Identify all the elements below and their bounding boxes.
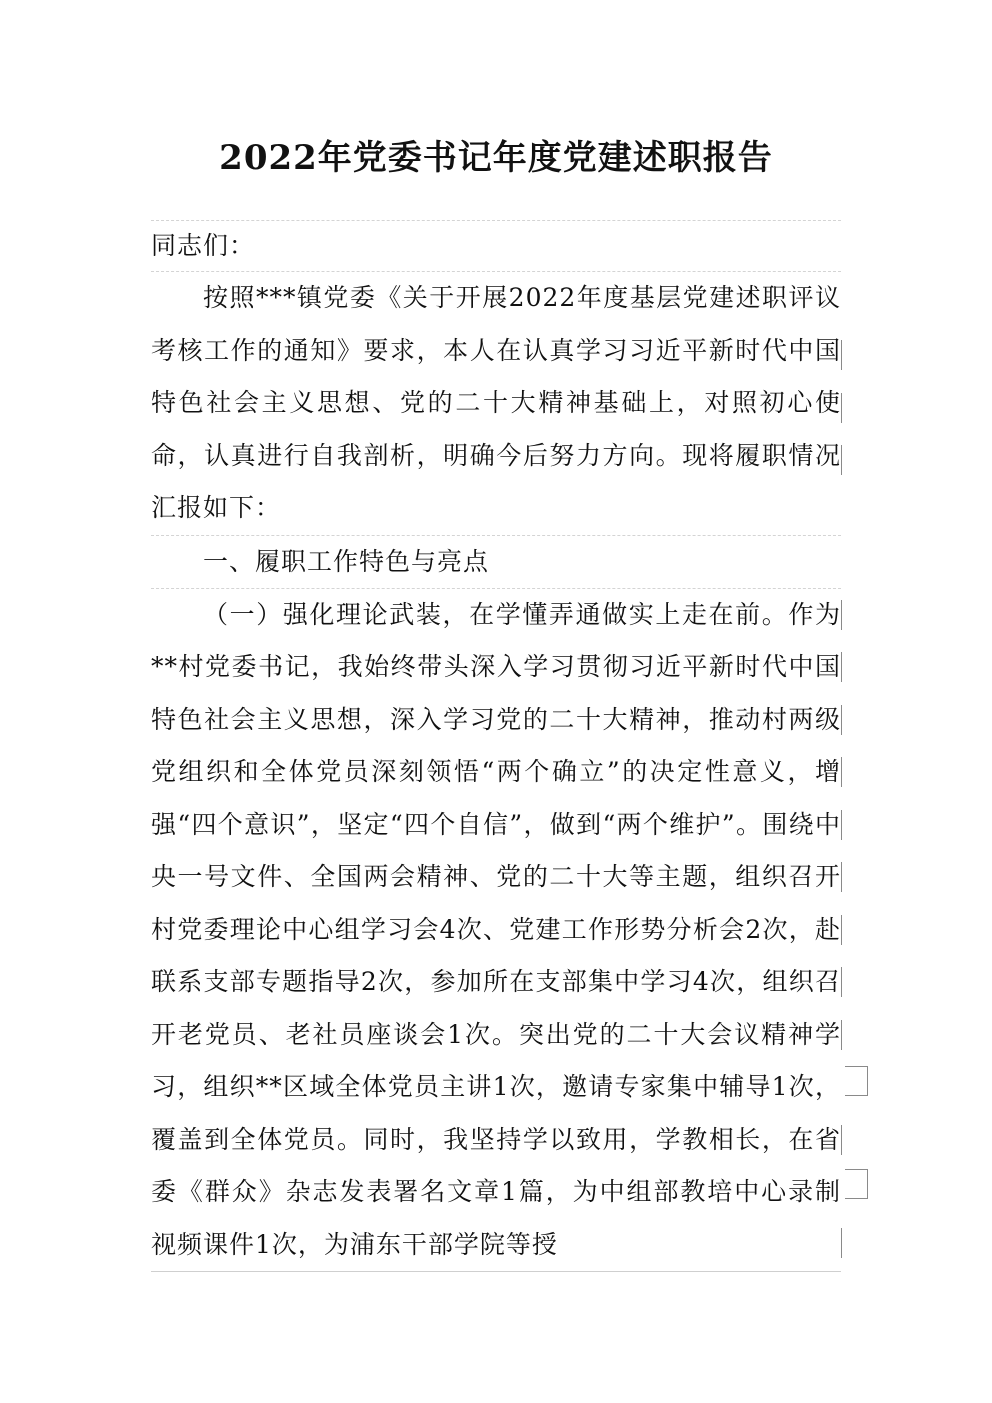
- margin-mark: [841, 393, 842, 423]
- margin-mark: [841, 1228, 842, 1258]
- margin-mark: [841, 652, 842, 682]
- margin-mark: [841, 757, 842, 787]
- margin-mark: [845, 1066, 868, 1096]
- intro-paragraph: 按照***镇党委《关于开展2022年度基层党建述职评议考核工作的通知》要求，本人在认真学习习近平新时代中国特色社会主义思想、党的二十大精神基础上，对照初心使命，认真进行自我剖析，明确今后努力方向。现将履职情况汇报如下：: [151, 271, 841, 535]
- section-heading: 一、履职工作特色与亮点: [151, 535, 841, 588]
- margin-mark: [841, 340, 842, 370]
- margin-mark: [841, 600, 842, 630]
- section-paragraph: （一）强化理论武装，在学懂弄通做实上走在前。作为**村党委书记，我始终带头深入学习贯彻习近平新时代中国特色社会主义思想，深入学习党的二十大精神，推动村两级党组织和全体党员深刻领悟“两个确立”的决定性意义，增强“四个意识”，坚定“四个自信”，做到“两个维护”。围绕中央一号文件、全国两会精神、党的二十大等主题，组织召开村党委理论中心组学习会4次、党建工作形势分析会2次，赴联系支部专题指导2次，参加所在支部集中学习4次，组织召开老党员、老社员座谈会1次。突出党的二十大会议精神学习，组织**区域全体党员主讲1次，邀请专家集中辅导1次，覆盖到全体党员。同时，我坚持学以致用，学教相长，在省委《群众》杂志发表署名文章1篇，为中组部教培中心录制视频课件1次，为浦东干部学院等授: [151, 588, 841, 1273]
- salutation: 同志们：: [151, 220, 841, 271]
- document-title: 2022年党委书记年度党建述职报告: [219, 138, 773, 178]
- margin-mark: [841, 967, 842, 997]
- margin-mark: [841, 810, 842, 840]
- margin-mark: [841, 1125, 842, 1155]
- margin-mark: [841, 915, 842, 945]
- margin-mark: [841, 705, 842, 735]
- margin-mark: [841, 1020, 842, 1050]
- margin-mark: [845, 1169, 868, 1199]
- margin-mark: [841, 862, 842, 892]
- document-body: [151, 220, 841, 1272]
- margin-mark: [841, 445, 842, 475]
